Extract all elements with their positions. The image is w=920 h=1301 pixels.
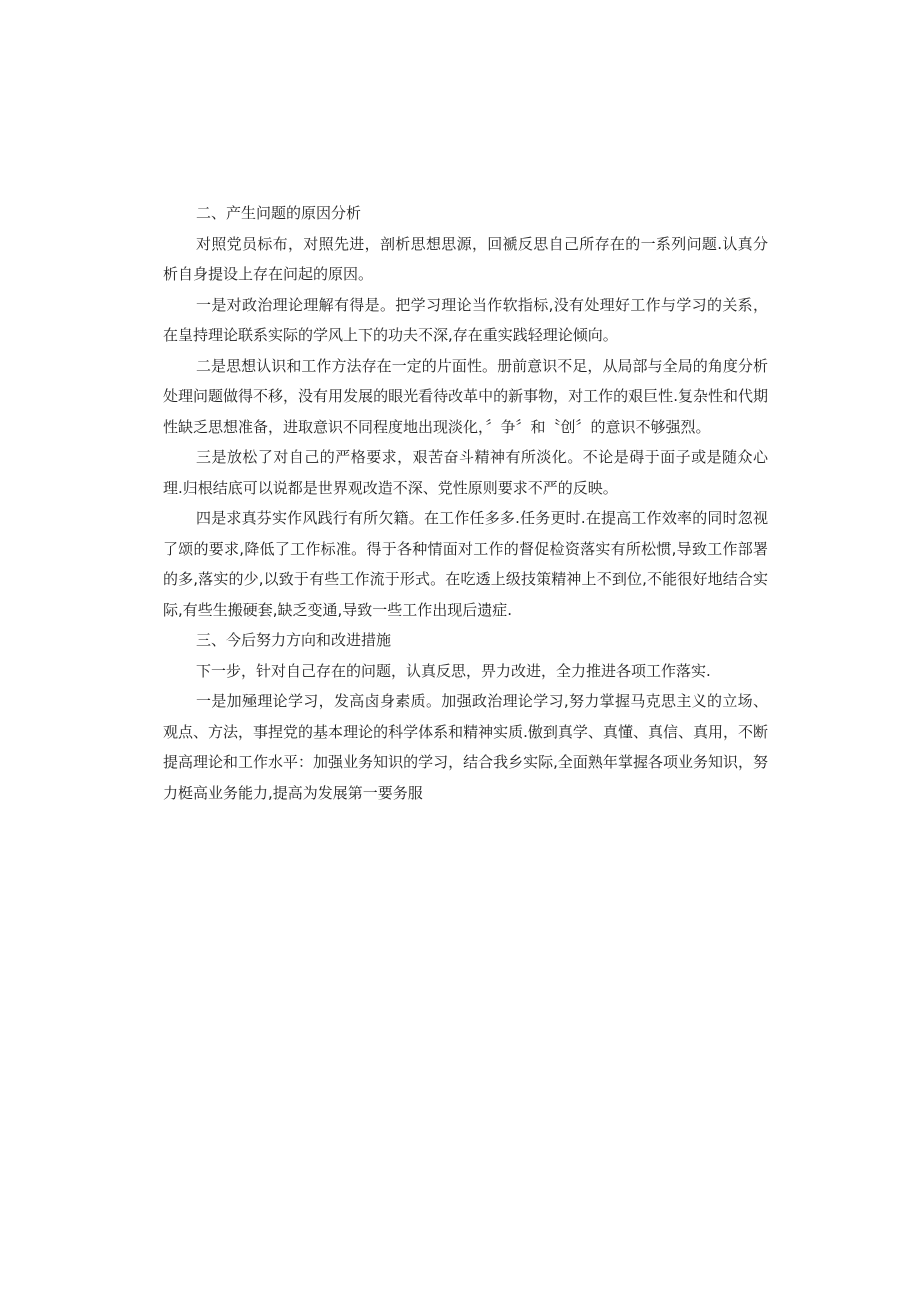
section-2-item-1-paragraph: 一是对政治理论理解有得是。把学习理论当作软指标,没有处理好工作与学习的关系，在皇持理论联系实际的学风上下的功夫不深,存在重实践轻理论倾向。	[163, 295, 768, 344]
section-2-item-3-paragraph: 三是放松了对自己的严格要求，艰苦奋斗精神有所淡化。不论是碍于面子或是随众心理.归根结底可以说都是世界观改造不深、党性原则要求不严的反映。	[163, 448, 768, 497]
section-2-item-4-paragraph: 四是求真芬实作风践行有所欠籍。在工作任多多.任务更时.在提高工作效率的同时忽视了颂的要求,降低了工作标准。得于各种情面对工作的督促检资落实有所松惯,导致工作部署的多,落实的少,以致于有些工作流于形式。在吃透上级技策精神上不到位,不能很好地结合实际,有些生搬硬套,缺乏变通,导致一些工作出现后遗症.	[163, 509, 768, 619]
section-3-heading: 三、今后努力方向和改进措施	[196, 631, 392, 649]
section-3-intro-paragraph: 下一步，针对自己存在的问题，认真反思，畀力改进，全力推进各项工作落实.	[196, 661, 711, 680]
document-body	[163, 198, 768, 808]
section-2-heading: 二、产生问题的原因分析	[196, 204, 362, 222]
section-3-item-1-paragraph: 一是加殛理论学习，发高卤身素质。加强政治理论学习,努力掌握马克思主义的立场、观点、方法，事捏党的基本理论的科学体系和精神实质.傲到真学、真懂、真信、真用，不断提高理论和工作水平：加强业务知识的学习，结合我乡实际,全面熟年掌握各项业务知识，努力梃高业务能力,提高为发展第一要务服	[163, 692, 768, 802]
section-2-intro-paragraph: 对照党员标布，对照先进，剖析思想思源，回褫反思自己所存在的一系列问题.认真分析自身提设上存在问起的原因。	[163, 234, 768, 283]
section-2-item-2-paragraph: 二是思想认识和工作方法存在一定的片面性。册前意识不足，从局部与全局的角度分析处理问题做得不移，没有用发展的眼光看待改革中的新事物，对工作的艰巨性.复杂性和代期性缺乏思想准备，进取意识不同程度地出现淡化，〞争〞和〝创〞的意识不够强烈。	[163, 356, 768, 436]
